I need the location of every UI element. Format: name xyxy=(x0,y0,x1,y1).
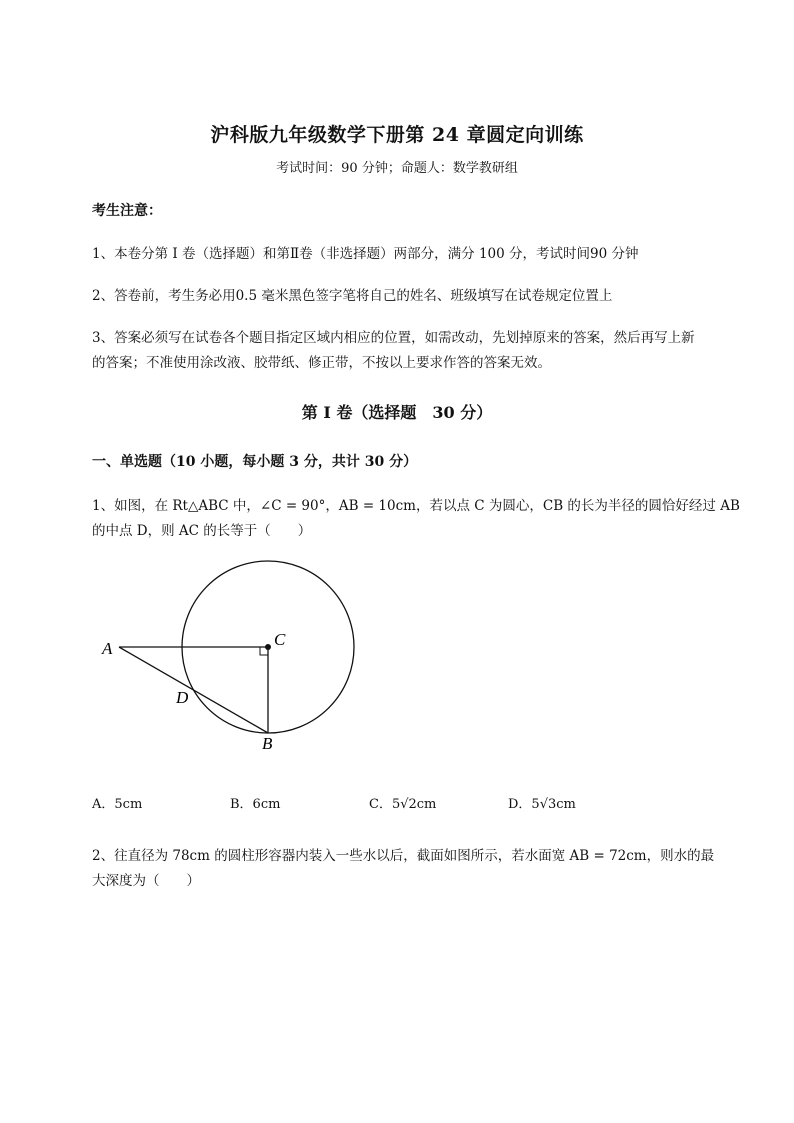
question-1-line-1: 1、如图，在 Rt△ABC 中，∠C = 90°，AB = 10cm，若以点 C 为圆心，CB 的长为半径的圆恰好经过 AB xyxy=(92,498,740,514)
label-a: A xyxy=(102,639,113,658)
question-2-line-2: 大深度为（ ） xyxy=(92,873,200,889)
label-c: C xyxy=(274,630,286,649)
question-1-figure xyxy=(92,553,372,753)
notice-item-3-line-2: 的答案；不准使用涂改液、胶带纸、修正带，不按以上要求作答的答案无效。 xyxy=(92,355,551,371)
choice-c[interactable]: C．5√2cm xyxy=(369,797,437,812)
notice-item-3-line-1: 3、答案必须写在试卷各个题目指定区域内相应的位置，如需改动，先划掉原来的答案，然后再写上新 xyxy=(92,330,695,346)
question-2-line-1: 2、往直径为 78cm 的圆柱形容器内装入一些水以后，截面如图所示，若水面宽 AB = 72cm，则水的最 xyxy=(92,848,715,864)
label-b: B xyxy=(262,734,273,753)
notice-heading: 考生注意： xyxy=(92,203,162,219)
choice-a[interactable]: A．5cm xyxy=(92,797,143,812)
section-title: 第 I 卷（选择题 30 分） xyxy=(301,403,493,422)
notice-item-2: 2、答卷前，考生务必用0.5 毫米黑色签字笔将自己的姓名、班级填写在试卷规定位置上 xyxy=(92,288,613,304)
choice-d[interactable]: D．5√3cm xyxy=(508,797,576,812)
notice-item-1: 1、本卷分第 I 卷（选择题）和第Ⅱ卷（非选择题）两部分，满分 100 分，考试时间90 分钟 xyxy=(92,246,639,262)
segment-ab xyxy=(119,647,268,733)
question-1-line-2: 的中点 D，则 AC 的长等于（ ） xyxy=(92,523,312,539)
exam-info: 考试时间：90 分钟；命题人：数学教研组 xyxy=(276,161,518,176)
center-point xyxy=(265,644,271,650)
page-title: 沪科版九年级数学下册第 24 章圆定向训练 xyxy=(210,124,584,146)
part-title: 一、单选题（10 小题，每小题 3 分，共计 30 分） xyxy=(92,454,418,470)
choice-b[interactable]: B．6cm xyxy=(230,797,281,812)
label-d: D xyxy=(176,688,189,707)
